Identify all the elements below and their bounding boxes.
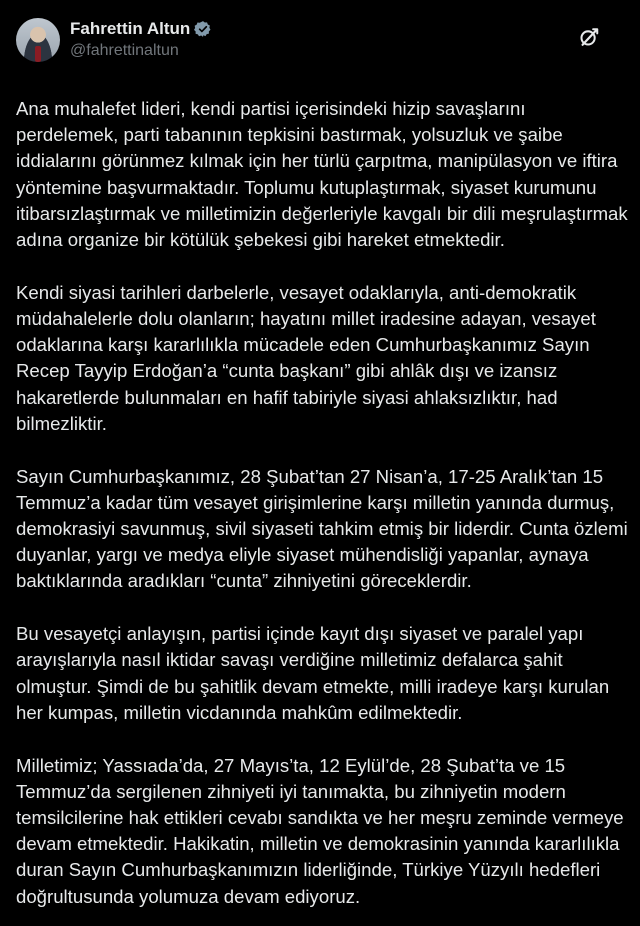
tweet-text [16, 96, 628, 910]
name-row [70, 18, 212, 40]
tweet-paragraph: Sayın Cumhurbaşkanımız, 28 Şubat’tan 27 Nisan’a, 17-25 Aralık’tan 15 Temmuz’a kadar tüm vesayet girişimlerine karşı milletin yanında durmuş, demokrasiyi savunmuş, sivil siyaseti tahkim etmiş bir liderdir. Cunta özlemi duyanlar, yargı ve medya eliyle siyaset mühendisliği yapanlar, aynaya baktıklarında aradıkları “cunta” zihniyetini göreceklerdir. [16, 465, 628, 592]
handle[interactable]: @fahrettinaltun [70, 42, 179, 59]
tweet-paragraph: Kendi siyasi tarihleri darbelerle, vesayet odaklarıyla, anti-demokratik müdahalelerle dolu olanların; hayatını millet iradesine adayan, vesayet odaklarına karşı kararlılıkla mücadele eden Cumhurbaşkanımız Sayın Recep Tayyip Erdoğan’a “cunta başkanı” gibi ahlâk dışı ve izansız hakaretlerde bulunmaları en hafif tabiriyle siyasi ahlaksızlıktır, had bilmezliktir. [16, 281, 596, 434]
verified-badge-icon [194, 20, 212, 38]
grok-icon[interactable] [578, 26, 600, 48]
display-name[interactable]: Fahrettin Altun [70, 19, 191, 38]
tweet-paragraph: Milletimiz; Yassıada’da, 27 Mayıs’ta, 12 Eylül’de, 28 Şubat’ta ve 15 Temmuz’da sergilenen zihniyeti iyi tanımakta, bu zihniyetin modern temsilcilerine hak ettikleri cevabı sandıkta ve her meşru zeminde vermeye devam etmektedir. Hakikatin, milletin ve demokrasinin yanında kararlılıkla duran Sayın Cumhurbaşkanımızın liderliğinde, Türkiye Yüzyılı hedefleri doğrultusunda yolumuza devam ediyoruz. [16, 754, 624, 907]
avatar[interactable] [16, 18, 60, 62]
tweet-paragraph: Bu vesayetçi anlayışın, partisi içinde kayıt dışı siyaset ve paralel yapı arayışlarıyla nasıl iktidar savaşı verdiğine milletimiz defalarca şahit olmuştur. Şimdi de bu şahitlik devam etmekte, milli iradeye karşı kurulan her kumpas, milletin vicdanında mahkûm edilmektedir. [16, 623, 610, 723]
tweet-paragraph: Ana muhalefet lideri, kendi partisi içerisindeki hizip savaşlarını perdelemek, parti tabanının tepkisini bastırmak, yolsuzluk ve şaibe iddialarını görünmez kılmak için her türlü çarpıtma, manipülasyon ve iftira yöntemine başvurmaktadır. Toplumu kutuplaştırmak, siyaset kurumunu itibarsızlaştırmak ve milletimizin değerleriyle kavgalı bir dili meşrulaştırmak adına organize bir kötülük şebekesi gibi hareket etmektedir. [16, 98, 628, 251]
author-info [70, 18, 212, 60]
tweet-header [16, 18, 624, 72]
